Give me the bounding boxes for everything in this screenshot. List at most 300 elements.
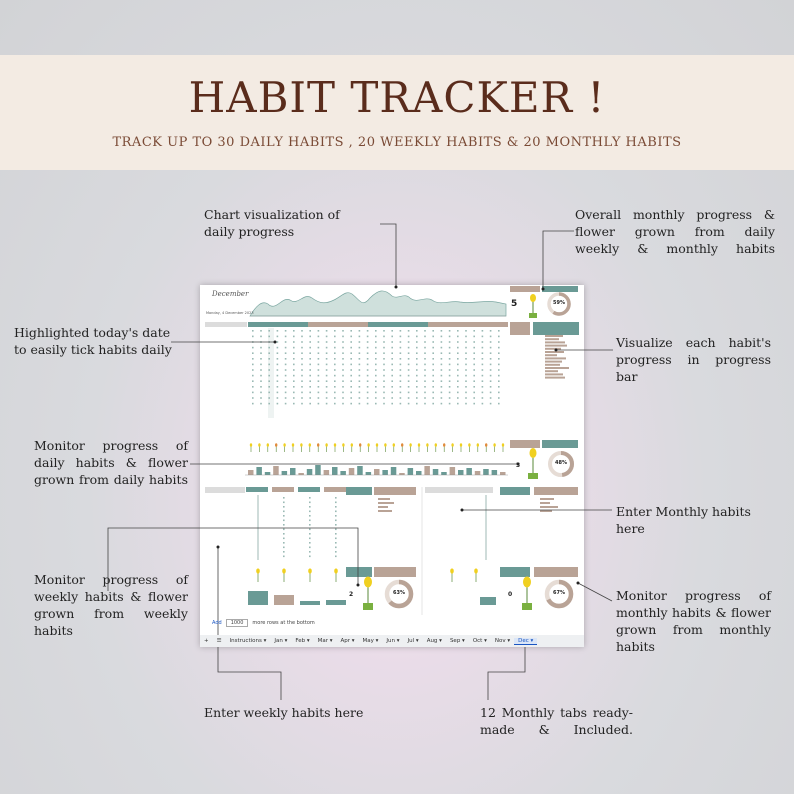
habit-checkbox <box>334 358 336 360</box>
daily-bar <box>357 466 363 475</box>
habit-checkbox <box>441 386 443 388</box>
habit-checkbox <box>342 330 344 332</box>
habit-checkbox <box>301 375 303 377</box>
habit-checkbox <box>277 403 279 405</box>
habit-checkbox <box>400 375 402 377</box>
weekly-checkbox <box>283 502 285 504</box>
habit-checkbox <box>416 352 418 354</box>
habit-checkbox <box>350 336 352 338</box>
habit-checkbox <box>408 358 410 360</box>
habit-checkbox <box>285 386 287 388</box>
daily-bar <box>475 471 481 475</box>
flower-head <box>493 443 495 447</box>
habit-checkbox <box>391 397 393 399</box>
weekly-checkbox <box>283 542 285 544</box>
add-rows-bar <box>212 619 315 627</box>
weekly-checkbox <box>335 551 337 553</box>
habit-checkbox <box>367 358 369 360</box>
monthly-percent: 67% <box>553 590 565 596</box>
weekly-checkbox <box>335 502 337 504</box>
weekly-progress-bar <box>378 506 388 508</box>
annotation-monitor-monthly: Monitor progress of monthly habits & flower grown from monthly habits <box>616 588 771 654</box>
flower-head <box>393 443 395 447</box>
weekly-checkbox <box>283 547 285 549</box>
flower-head <box>275 443 277 447</box>
flower-head <box>477 443 479 447</box>
habit-checkbox <box>277 380 279 382</box>
habit-checkbox <box>252 392 254 394</box>
habit-checkbox <box>375 397 377 399</box>
habit-checkbox <box>482 397 484 399</box>
weekly-checkbox <box>309 506 311 508</box>
habit-checkbox <box>350 352 352 354</box>
habit-checkbox <box>268 347 270 349</box>
habit-checkbox <box>416 347 418 349</box>
habit-checkbox <box>252 397 254 399</box>
habit-checkbox <box>375 341 377 343</box>
overall-flower-icon <box>529 294 537 318</box>
habit-checkbox <box>301 369 303 371</box>
weekly-checkbox <box>283 538 285 540</box>
habit-checkbox <box>252 352 254 354</box>
habit-checkbox <box>350 347 352 349</box>
habit-checkbox <box>326 380 328 382</box>
habit-progress-bars <box>545 335 569 379</box>
habit-checkbox <box>260 375 262 377</box>
habit-checkbox <box>342 352 344 354</box>
flower-head <box>342 443 344 447</box>
habit-checkbox <box>400 386 402 388</box>
habit-checkbox <box>293 369 295 371</box>
habit-checkbox <box>408 336 410 338</box>
habit-checkbox <box>285 341 287 343</box>
habit-checkbox <box>375 330 377 332</box>
habit-checkbox <box>285 369 287 371</box>
habit-checkbox <box>424 358 426 360</box>
habit-checkbox <box>391 336 393 338</box>
habit-checkbox <box>359 369 361 371</box>
habit-checkbox <box>383 403 385 405</box>
habit-checkbox <box>490 358 492 360</box>
habit-checkbox <box>424 347 426 349</box>
habit-checkbox <box>400 403 402 405</box>
habit-checkbox <box>318 364 320 366</box>
habit-checkbox <box>309 397 311 399</box>
habit-checkbox <box>367 397 369 399</box>
habit-checkbox <box>326 336 328 338</box>
habit-checkbox <box>424 403 426 405</box>
habit-checkbox <box>441 358 443 360</box>
habit-checkbox <box>293 392 295 394</box>
habit-checkbox <box>383 358 385 360</box>
habit-checkbox <box>309 347 311 349</box>
habit-checkbox <box>465 330 467 332</box>
habit-checkbox <box>416 358 418 360</box>
habit-checkbox <box>465 352 467 354</box>
habit-checkbox <box>490 341 492 343</box>
annotation-overall-progress: Overall monthly progress & flower grown from daily weekly & monthly habits <box>575 207 775 256</box>
monthly-progress-bar <box>540 506 558 508</box>
habit-checkbox <box>334 336 336 338</box>
annotation-enter-monthly: Enter Monthly habits here <box>616 504 751 536</box>
daily-bar <box>374 469 380 475</box>
monthly-value: 0 <box>508 591 513 598</box>
habit-checkbox <box>441 403 443 405</box>
habit-checkbox <box>285 330 287 332</box>
flower-head <box>443 443 445 447</box>
habit-checkbox <box>441 380 443 382</box>
habit-checkbox <box>465 347 467 349</box>
annotation-chart-visualization: Chart visualization of daily progress <box>204 207 340 239</box>
habit-checkbox <box>350 364 352 366</box>
habit-checkbox <box>350 358 352 360</box>
habit-checkbox <box>391 403 393 405</box>
habit-checkbox <box>342 364 344 366</box>
daily-bar <box>391 467 397 475</box>
flower-head <box>426 443 428 447</box>
tab-jul[interactable]: Jul ▾ <box>407 637 419 644</box>
tab-nov[interactable]: Nov ▾ <box>494 637 511 644</box>
habit-checkbox <box>252 375 254 377</box>
daily-bar <box>265 472 271 475</box>
habit-checkbox <box>391 347 393 349</box>
habit-checkbox <box>465 341 467 343</box>
flower-head <box>468 443 470 447</box>
habit-checkbox <box>252 347 254 349</box>
tab-dec[interactable]: Dec ▾ <box>514 638 537 645</box>
weekly-checkbox <box>335 529 337 531</box>
add-sheet-button[interactable]: + <box>204 638 209 644</box>
habit-checkbox <box>334 397 336 399</box>
habit-checkbox <box>498 403 500 405</box>
habit-checkbox <box>482 364 484 366</box>
daily-percent: 48% <box>555 460 567 466</box>
habit-checkbox <box>260 386 262 388</box>
habit-checkbox <box>277 358 279 360</box>
habit-checkbox <box>498 369 500 371</box>
habit-checkbox <box>268 380 270 382</box>
habit-checkbox <box>252 358 254 360</box>
weekly-bar-chart <box>248 591 346 605</box>
habit-checkbox <box>367 375 369 377</box>
rows-count-input[interactable]: 1000 <box>226 619 249 627</box>
habit-checkbox <box>359 392 361 394</box>
habit-checkbox <box>359 347 361 349</box>
habit-checkbox <box>293 358 295 360</box>
daily-flower-icon <box>528 448 538 479</box>
habit-checkbox <box>400 369 402 371</box>
habit-checkbox <box>375 369 377 371</box>
weekly-flower-row <box>256 568 338 582</box>
habit-checkbox <box>383 392 385 394</box>
habit-checkbox <box>293 397 295 399</box>
habit-checkbox <box>383 330 385 332</box>
daily-flower-row <box>250 443 504 452</box>
habit-checkbox <box>326 403 328 405</box>
flower-head <box>267 443 269 447</box>
rows-suffix-label: more rows at the bottom <box>252 620 315 626</box>
habit-progress-bar <box>545 370 558 372</box>
habit-checkbox <box>441 397 443 399</box>
flower-head <box>435 443 437 447</box>
habit-checkbox <box>408 386 410 388</box>
habit-checkbox <box>482 358 484 360</box>
habit-checkbox <box>318 330 320 332</box>
habit-checkbox <box>301 336 303 338</box>
habit-checkbox <box>326 330 328 332</box>
weekly-checkbox <box>335 511 337 513</box>
habit-checkbox <box>268 397 270 399</box>
habit-checkbox <box>457 352 459 354</box>
habit-checkbox <box>408 369 410 371</box>
habit-checkbox <box>465 369 467 371</box>
habit-checkbox <box>268 352 270 354</box>
habit-checkbox <box>252 330 254 332</box>
habit-checkbox <box>318 397 320 399</box>
weekly-checkbox <box>309 497 311 499</box>
habit-checkbox <box>465 358 467 360</box>
flower-head <box>367 443 369 447</box>
habit-checkbox <box>391 386 393 388</box>
weekly-value: 2 <box>349 591 354 598</box>
habit-checkbox <box>441 341 443 343</box>
habit-checkbox <box>260 392 262 394</box>
habit-checkbox <box>268 392 270 394</box>
habit-checkbox <box>416 330 418 332</box>
weekly-checkbox <box>283 520 285 522</box>
annotation-monitor-weekly: Monitor progress of weekly habits & flower grown from weekly habits <box>34 572 188 638</box>
habit-checkbox <box>432 352 434 354</box>
habit-checkbox <box>473 397 475 399</box>
habit-checkbox <box>473 358 475 360</box>
habit-checkbox <box>375 392 377 394</box>
habit-checkbox <box>375 364 377 366</box>
habit-checkbox <box>473 386 475 388</box>
habit-checkbox <box>424 397 426 399</box>
habit-checkbox <box>408 380 410 382</box>
habit-checkbox <box>449 358 451 360</box>
flower-head <box>502 443 504 447</box>
tab-jan[interactable]: Jan ▾ <box>274 637 288 644</box>
habit-checkbox <box>342 341 344 343</box>
habit-checkbox <box>309 403 311 405</box>
flower-head <box>384 443 386 447</box>
weekly-bar <box>274 595 294 605</box>
habit-checkbox <box>342 347 344 349</box>
weekly-checkbox <box>309 556 311 558</box>
habit-checkbox <box>424 352 426 354</box>
habit-checkbox <box>449 380 451 382</box>
habit-checkbox <box>383 369 385 371</box>
flower-head <box>317 443 319 447</box>
weekly-checkbox <box>335 542 337 544</box>
weekly-flower-icon <box>363 577 373 611</box>
habit-checkbox <box>318 336 320 338</box>
tab-sep[interactable]: Sep ▾ <box>449 637 465 644</box>
habit-checkbox <box>457 375 459 377</box>
habit-checkbox <box>498 392 500 394</box>
weekly-checkbox <box>283 506 285 508</box>
habit-checkbox <box>441 336 443 338</box>
habit-checkbox <box>367 364 369 366</box>
habit-checkbox <box>408 375 410 377</box>
habit-checkbox <box>277 386 279 388</box>
flower-head <box>300 443 302 447</box>
weekly-checkbox <box>309 542 311 544</box>
habit-checkbox <box>424 364 426 366</box>
habit-checkbox <box>301 364 303 366</box>
habit-checkbox <box>359 352 361 354</box>
daily-bar <box>290 468 296 475</box>
habit-checkbox <box>301 386 303 388</box>
habit-checkbox <box>408 347 410 349</box>
habit-progress-bar <box>545 345 567 347</box>
habit-checkbox <box>309 358 311 360</box>
daily-bar <box>256 467 262 475</box>
habit-checkbox <box>457 330 459 332</box>
habit-checkbox <box>301 330 303 332</box>
habit-checkbox <box>260 397 262 399</box>
weekly-checkbox <box>309 533 311 535</box>
flower-head <box>283 443 285 447</box>
tab-instructions[interactable]: Instructions ▾ <box>229 637 267 644</box>
annotation-progress-bar: Visualize each habit's progress in progress bar <box>616 335 771 384</box>
habit-progress-bar <box>545 338 559 340</box>
habit-checkbox <box>309 392 311 394</box>
habit-checkbox <box>285 403 287 405</box>
habit-checkbox <box>473 369 475 371</box>
annotation-highlighted-date: Highlighted today's date to easily tick habits daily <box>14 325 172 357</box>
tab-oct[interactable]: Oct ▾ <box>472 637 487 644</box>
habit-checkbox <box>359 341 361 343</box>
habit-checkbox <box>465 403 467 405</box>
habit-checkbox <box>490 364 492 366</box>
weekly-checkbox <box>309 511 311 513</box>
habit-checkbox <box>367 336 369 338</box>
habit-checkbox <box>432 392 434 394</box>
habit-checkbox <box>465 364 467 366</box>
habit-checkbox <box>301 403 303 405</box>
habit-checkbox <box>416 386 418 388</box>
weekly-checkbox <box>309 502 311 504</box>
habit-checkbox <box>252 336 254 338</box>
habit-checkbox <box>473 330 475 332</box>
habit-checkbox <box>285 336 287 338</box>
habit-checkbox <box>293 380 295 382</box>
habit-checkbox <box>326 369 328 371</box>
habit-checkbox <box>465 386 467 388</box>
flower-head <box>418 443 420 447</box>
habit-checkbox <box>449 375 451 377</box>
habit-checkbox <box>301 341 303 343</box>
habit-checkbox <box>367 403 369 405</box>
habit-checkbox <box>449 369 451 371</box>
habit-checkbox <box>482 336 484 338</box>
weekly-progress-bars <box>378 498 394 512</box>
habit-checkbox <box>260 352 262 354</box>
habit-checkbox <box>318 380 320 382</box>
habit-checkbox <box>293 364 295 366</box>
habit-checkbox <box>301 352 303 354</box>
daily-bar <box>282 471 288 475</box>
habit-checkbox <box>490 392 492 394</box>
habit-checkbox <box>359 397 361 399</box>
habit-checkbox <box>277 364 279 366</box>
weekly-progress-bar <box>378 510 392 512</box>
habit-checkbox <box>424 341 426 343</box>
habit-checkbox <box>391 392 393 394</box>
habit-checkbox <box>375 352 377 354</box>
habit-checkbox <box>457 380 459 382</box>
all-sheets-menu-icon[interactable]: ☰ <box>216 638 222 644</box>
habit-checkbox <box>498 347 500 349</box>
habit-checkbox <box>400 358 402 360</box>
habit-checkbox <box>482 403 484 405</box>
habit-checkbox <box>285 358 287 360</box>
habit-checkbox <box>482 386 484 388</box>
weekly-progress-bar <box>378 498 390 500</box>
weekly-checkbox <box>335 547 337 549</box>
flower-head <box>376 443 378 447</box>
habit-checkbox <box>391 358 393 360</box>
habit-checkbox <box>449 364 451 366</box>
habit-checkbox <box>432 364 434 366</box>
flower-head <box>309 443 311 447</box>
weekly-bar <box>248 591 268 605</box>
habit-checkbox <box>260 380 262 382</box>
monthly-progress-bar <box>540 498 554 500</box>
habit-checkbox <box>383 375 385 377</box>
tab-apr[interactable]: Apr ▾ <box>340 637 355 644</box>
habit-checkbox <box>473 341 475 343</box>
habit-checkbox <box>326 347 328 349</box>
habit-checkbox <box>408 341 410 343</box>
habit-checkbox <box>391 380 393 382</box>
habit-checkbox <box>424 392 426 394</box>
habit-checkbox <box>301 392 303 394</box>
habit-checkbox <box>334 386 336 388</box>
flower-head <box>256 568 260 573</box>
daily-bar <box>332 467 338 475</box>
habit-checkbox <box>293 336 295 338</box>
habit-checkbox <box>416 369 418 371</box>
tab-mar[interactable]: Mar ▾ <box>317 637 333 644</box>
habit-checkbox <box>293 330 295 332</box>
habit-checkbox <box>400 392 402 394</box>
habit-checkbox <box>432 336 434 338</box>
daily-bar <box>466 468 472 475</box>
habit-checkbox <box>342 392 344 394</box>
tab-feb[interactable]: Feb ▾ <box>295 637 310 644</box>
weekly-checkbox <box>283 511 285 513</box>
habit-checkbox <box>498 386 500 388</box>
weekly-progress-bar <box>378 502 394 504</box>
habit-checkbox <box>367 347 369 349</box>
add-rows-button[interactable]: Add <box>212 620 222 626</box>
habit-checkbox <box>359 330 361 332</box>
tab-aug[interactable]: Aug ▾ <box>426 637 442 644</box>
habit-checkbox <box>383 352 385 354</box>
monthly-flower-row <box>450 568 478 582</box>
habit-checkbox <box>277 375 279 377</box>
tab-may[interactable]: May ▾ <box>362 637 379 644</box>
sheet-tabs <box>226 638 538 645</box>
habit-checkbox <box>285 392 287 394</box>
habit-checkbox <box>260 336 262 338</box>
habit-checkbox <box>408 392 410 394</box>
tab-jun[interactable]: Jun ▾ <box>386 637 400 644</box>
habit-checkbox <box>498 358 500 360</box>
